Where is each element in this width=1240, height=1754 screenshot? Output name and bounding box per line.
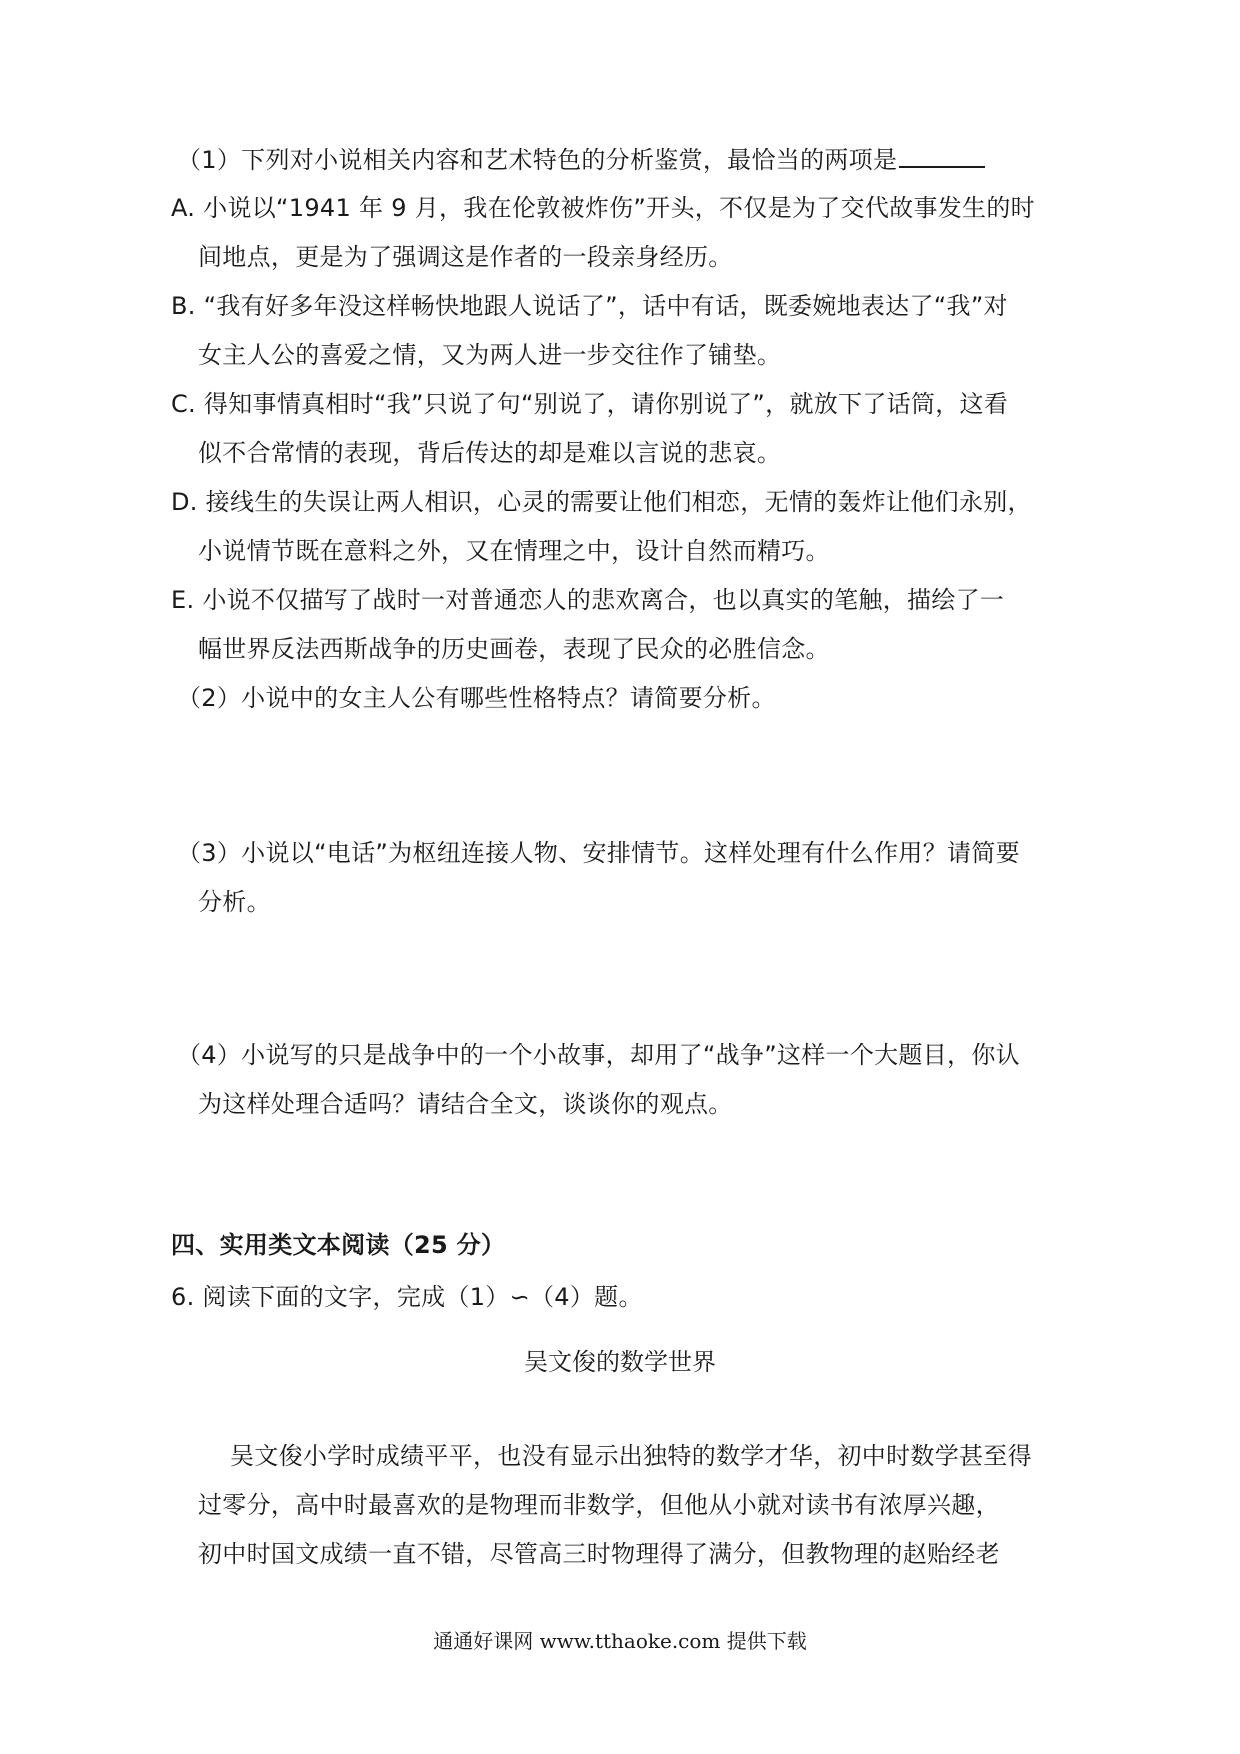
option-b-line-2: 女主人公的喜爱之情，又为两人进一步交往作了铺垫。 — [198, 341, 782, 369]
question-2: （2）小说中的女主人公有哪些性格特点？请简要分析。 — [177, 684, 776, 712]
article-paragraph-line-3: 初中时国文成绩一直不错，尽管高三时物理得了满分，但教物理的赵贻经老 — [198, 1540, 1000, 1568]
question-6-instruction: 6. 阅读下面的文字，完成（1）∽（4）题。 — [171, 1283, 643, 1311]
question-3-line-1: （3）小说以“电话”为枢纽连接人物、安排情节。这样处理有什么作用？请简要 — [177, 839, 1020, 867]
option-d-line-1: D. 接线生的失误让两人相识，心灵的需要让他们相恋，无情的轰炸让他们永别， — [171, 488, 1032, 516]
option-a-line-1: A. 小说以“1941 年 9 月，我在伦敦被炸伤”开头，不仅是为了交代故事发生的时 — [171, 194, 1035, 222]
option-e-line-1: E. 小说不仅描写了战时一对普通恋人的悲欢离合，也以真实的笔触，描绘了一 — [171, 586, 1005, 614]
question-4-line-2: 为这样处理合适吗？请结合全文，谈谈你的观点。 — [198, 1090, 733, 1118]
option-d-line-2: 小说情节既在意料之外，又在情理之中，设计自然而精巧。 — [198, 537, 830, 565]
page-footer: 通通好课网 www.tthaoke.com 提供下载 — [433, 1629, 807, 1653]
section-heading: 四、实用类文本阅读（25 分） — [171, 1231, 506, 1259]
article-paragraph-line-2: 过零分，高中时最喜欢的是物理而非数学，但他从小就对读书有浓厚兴趣， — [198, 1491, 1000, 1519]
answer-blank — [899, 144, 985, 168]
question-1-text: （1）下列对小说相关内容和艺术特色的分析鉴赏，最恰当的两项是 — [177, 146, 898, 174]
article-title: 吴文俊的数学世界 — [524, 1348, 716, 1376]
option-c-line-2: 似不合常情的表现，背后传达的却是难以言说的悲哀。 — [198, 439, 782, 467]
question-4-line-1: （4）小说写的只是战争中的一个小故事，却用了“战争”这样一个大题目，你认 — [177, 1041, 1020, 1069]
article-paragraph-line-1: 吴文俊小学时成绩平平，也没有显示出独特的数学才华，初中时数学甚至得 — [230, 1442, 1032, 1470]
option-b-line-1: B. “我有好多年没这样畅快地跟人说话了”，话中有话，既委婉地表达了“我”对 — [171, 292, 1008, 320]
option-a-line-2: 间地点，更是为了强调这是作者的一段亲身经历。 — [198, 243, 733, 271]
question-3-line-2: 分析。 — [198, 888, 271, 916]
question-1-stem — [177, 144, 985, 175]
option-e-line-2: 幅世界反法西斯战争的历史画卷，表现了民众的必胜信念。 — [198, 635, 830, 663]
option-c-line-1: C. 得知事情真相时“我”只说了句“别说了，请你别说了”，就放下了话筒，这看 — [171, 390, 1009, 418]
